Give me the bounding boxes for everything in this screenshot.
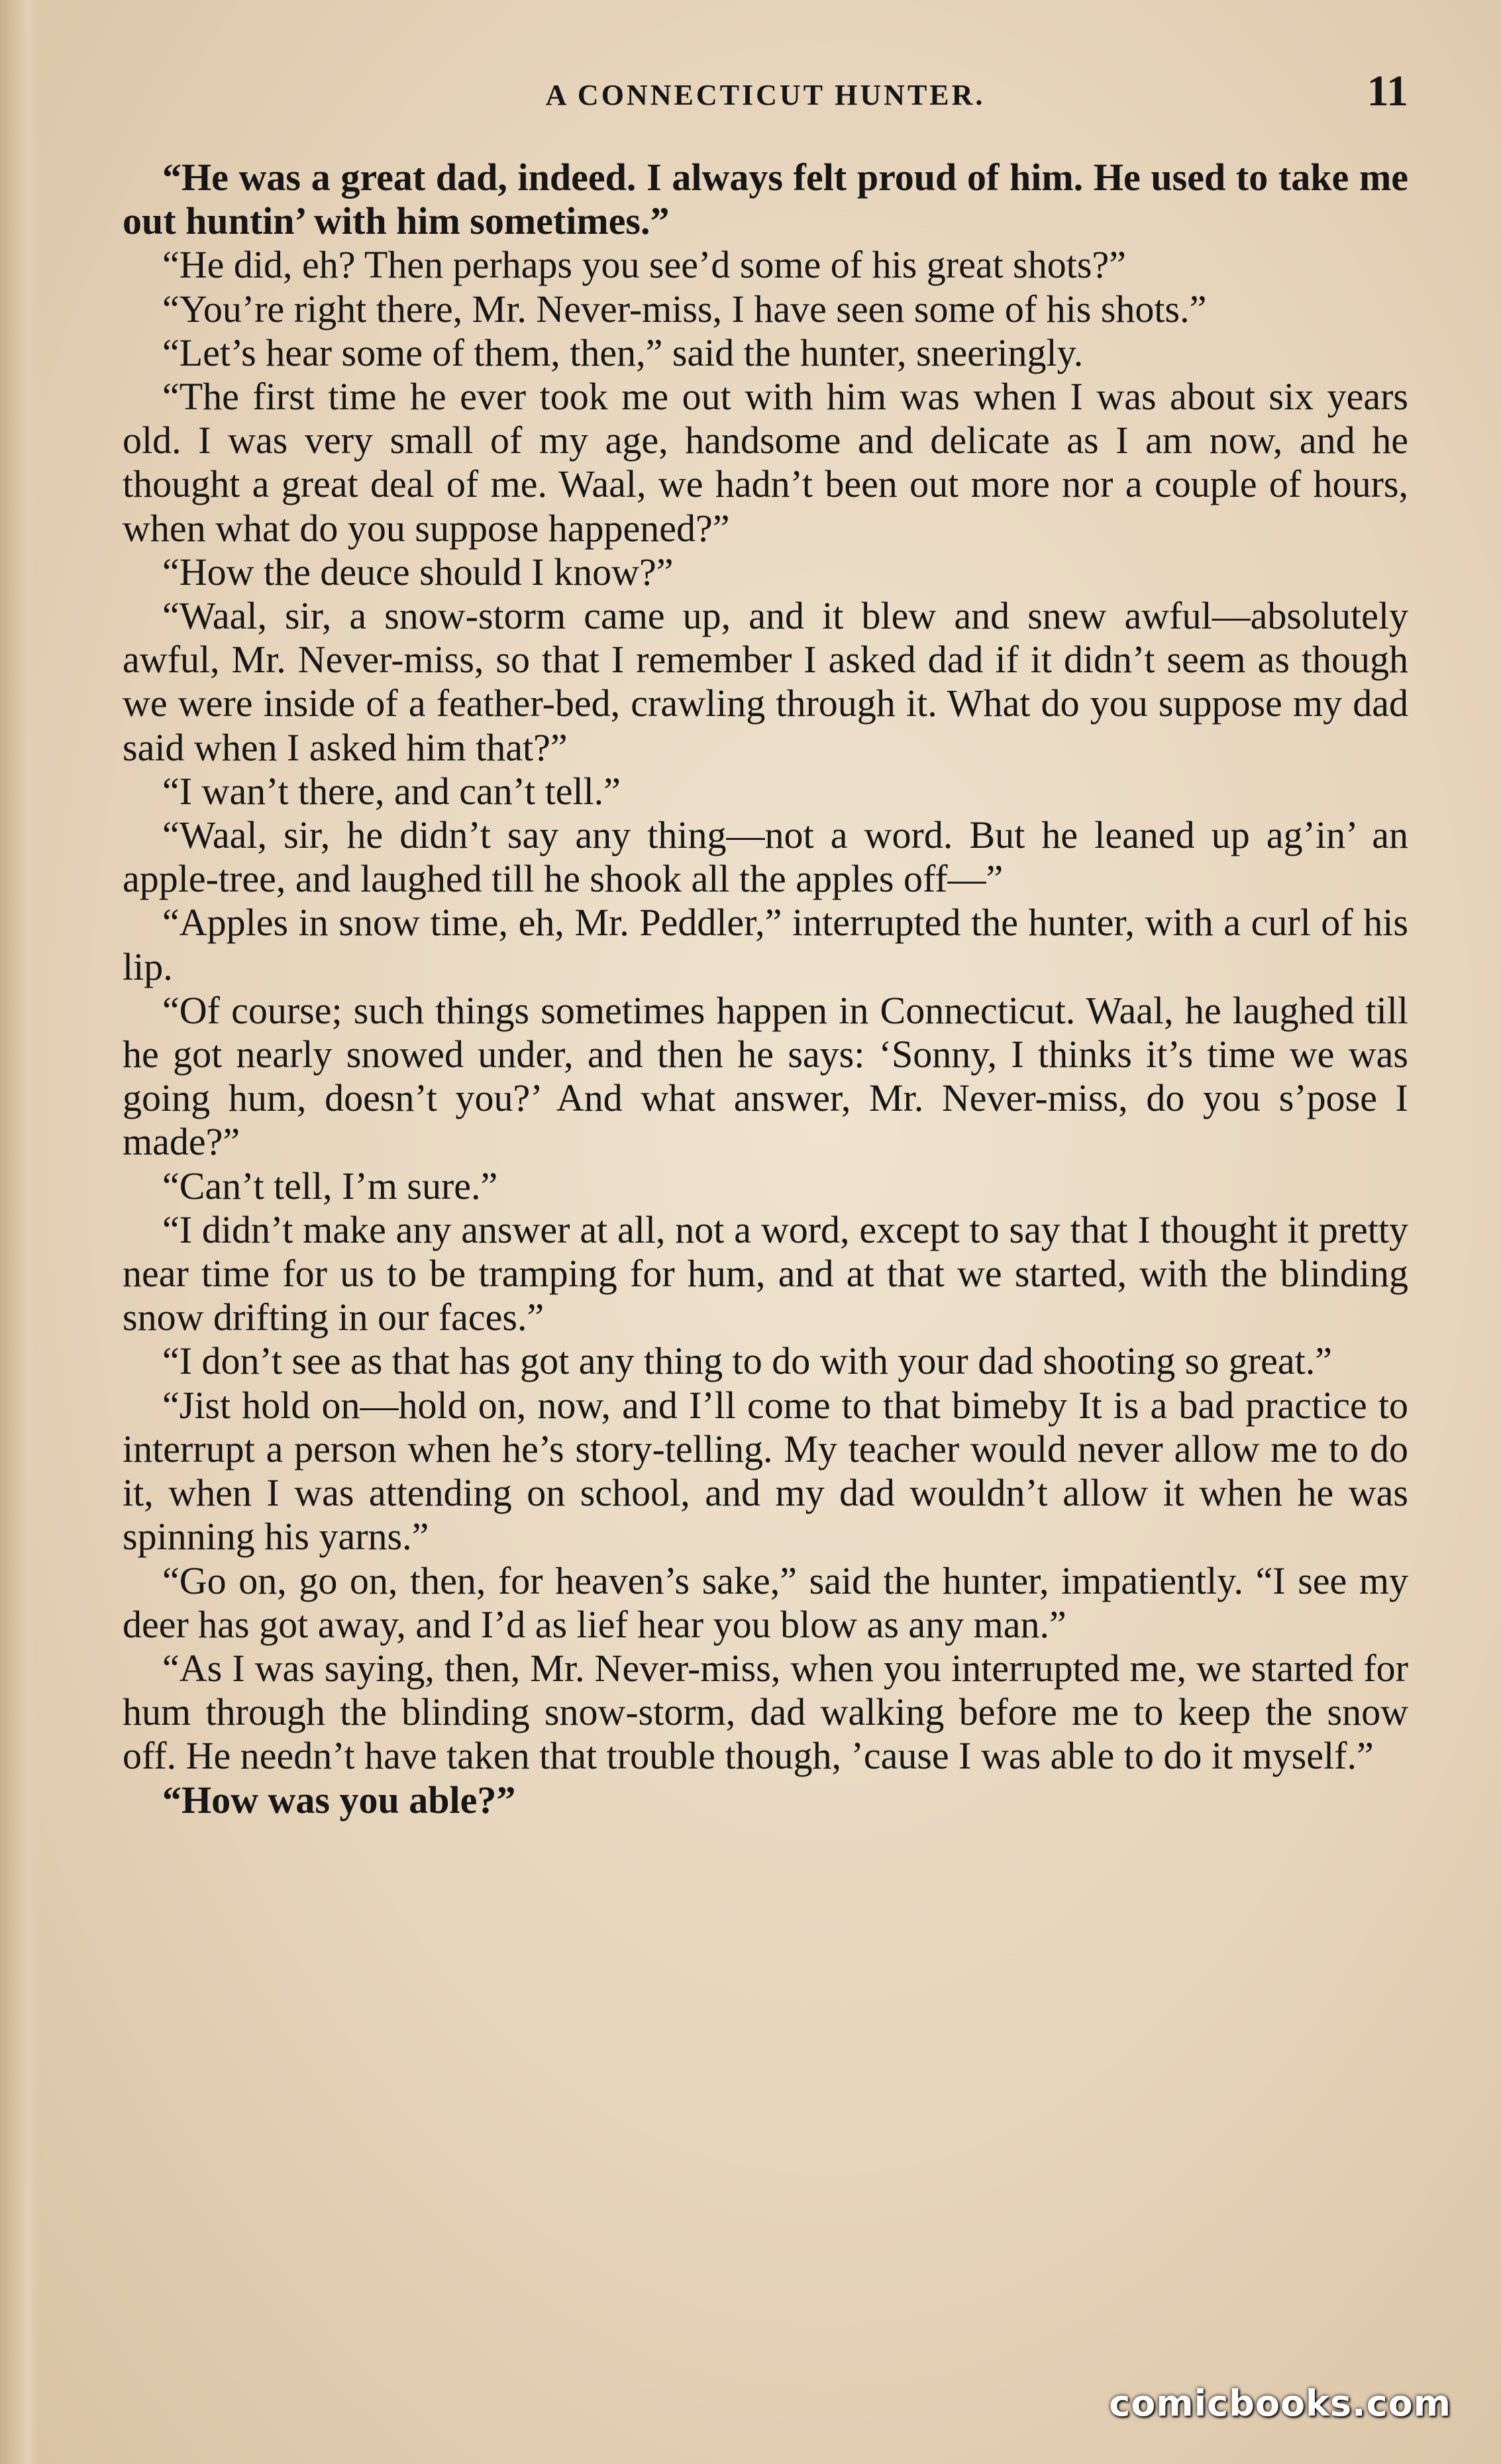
page-gutter — [0, 0, 40, 2464]
paragraph: “He was a great dad, indeed. I always felt proud of him. He used to take me out huntin’ with him sometimes.” — [123, 156, 1408, 243]
paragraph: “I wan’t there, and can’t tell.” — [162, 769, 621, 813]
paragraph: “The first time he ever took me out with him was when I was about six years old. I was very small of my age, handsome and delicate as I am now, and he thought a great deal of me. Waal, we hadn’t been out more nor a couple of hours, when what do you suppose happened?” — [123, 375, 1408, 550]
paragraph: “I didn’t make any answer at all, not a word, except to say that I thought it pretty near time for us to be tramping for hum, and at that we started, with the blinding snow drifting in our faces.” — [123, 1207, 1408, 1339]
paragraph: “Go on, go on, then, for heaven’s sake,” said the hunter, impatiently. “I see my deer has got away, and I’d as lief hear you blow as any man.” — [123, 1559, 1408, 1646]
paragraph: “As I was saying, then, Mr. Never-miss, when you interrupted me, we started for hum through the blinding snow-storm, dad walking before me to keep the snow off. He needn’t have taken that trouble though, ’cause I was able to do it myself.” — [123, 1646, 1408, 1778]
paragraph: “How was you able?” — [162, 1778, 516, 1822]
paragraph: “You’re right there, Mr. Never-miss, I have seen some of his shots.” — [162, 287, 1207, 331]
running-head: A CONNECTICUT HUNTER. — [545, 79, 986, 111]
paragraph: “Can’t tell, I’m sure.” — [162, 1164, 498, 1207]
paragraph: “Waal, sir, a snow-storm came up, and it blew and snew awful—absolutely awful, Mr. Never-miss, so that I remember I asked dad if it didn’t seem as though we were inside of a feather-bed, crawling through it. What do you suppose my dad said when I asked him that?” — [123, 594, 1408, 769]
paragraph: “Jist hold on—hold on, now, and I’ll come to that bimeby It is a bad practice to interrupt a person when he’s story-telling. My teacher would never allow me to do it, when I was attending on school, and my dad wouldn’t allow it when he was spinning his yarns.” — [123, 1383, 1408, 1559]
paragraph: “He did, eh? Then perhaps you see’d some of his great shots?” — [162, 243, 1126, 287]
page-header — [123, 66, 1408, 126]
paragraph: “How the deuce should I know?” — [162, 550, 674, 593]
paragraph: “Waal, sir, he didn’t say any thing—not a word. But he leaned up ag’in’ an apple-tree, and laughed till he shook all the apples off—” — [123, 813, 1408, 901]
body-text — [123, 156, 1408, 1822]
watermark: comicbooks.com — [1109, 2383, 1451, 2424]
paragraph: “Apples in snow time, eh, Mr. Peddler,” interrupted the hunter, with a curl of his lip. — [123, 901, 1408, 988]
paragraph: “Of course; such things sometimes happen in Connecticut. Waal, he laughed till he got nearly snowed under, and then he says: ‘Sonny, I thinks it’s time we was going hum, doesn’t you?’ And what answer, Mr. Never-miss, do you s’pose I made?” — [123, 988, 1408, 1164]
paragraph: “I don’t see as that has got any thing to do with your dad shooting so great.” — [162, 1339, 1332, 1383]
page-number: 11 — [1367, 67, 1408, 115]
paragraph: “Let’s hear some of them, then,” said the hunter, sneeringly. — [162, 331, 1084, 374]
